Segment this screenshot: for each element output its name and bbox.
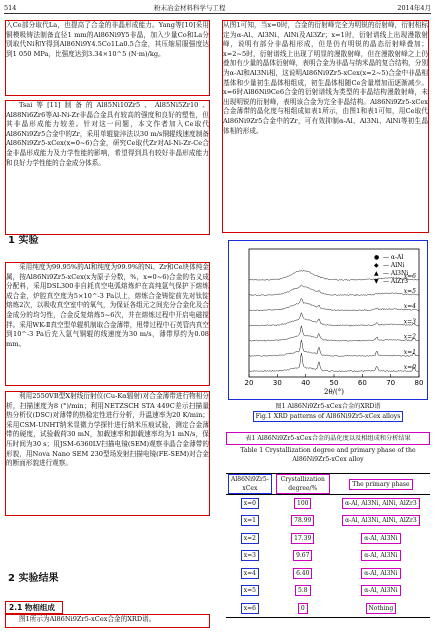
table-cell-composition: x=2 [241,533,259,544]
xrd-series-line [249,313,419,326]
xrd-series-line [249,326,419,341]
x-tick-label: 80 [414,379,424,387]
results-paragraph: 从图1可知，当x=0时，合金的衍射峰完全为明锐的衍射峰，衍射相标定为α-Al、Al3Ni、AlNi及Al3Zr；x=1时，衍射谱线上出现漫散射峰，说明有部分非晶相形成，但是仍有明锐的晶态衍射峰叠加；x=2~5时，衍射谱线上出现了明显的漫散射峰，但在漫散射峰之上仍叠加有少量的晶体衍射峰，表明合金为非晶与纳米晶的复合结构，分别为α-Al和Al3Ni相，这说明Al86Ni9Zr5-xCex(x=2~5)合金中非晶相基体和少量初生晶体相组成，初生晶体相随Ce含量增加而逐渐减少。x=6时Al86Ni9Ce6合金的衍射谱线为类型的非晶结构漫散射峰，未出现明锐的衍射峰，表明该合金为完全非晶结构。Al86Ni9Zr5-xCex合金薄带的晶化度与相组成如表1所示，由图1和表1可知，用Ce取代Al86Ni9Zr5合金中的Zr，可有效抑制α-Al、Al3Ni、AlNi等初生晶体相的形成。 [222,20,429,233]
table-row [226,512,430,530]
x-tick-label: 30 [272,379,282,387]
table-row [226,547,430,565]
legend-entry: — α-Al [383,254,404,261]
table-cell-composition: x=3 [241,550,259,561]
series-label: x=6 [403,272,416,280]
intro-paragraph-2: Tsai等[11]制备的Al85Ni10Zr5、Al85Ni5Zr10、Al88Ni6Zr6等Al-Ni-Zr非晶合金具有较高的强度和良好的塑性，但其非晶形成能力较差。针对这一问题，本文作者加入Ce取代Al86Ni9Zr5合金中的Zr，采用单辊旋淬法以30 m/s铜辊线速度制备Al86Ni9Zr5-xCex(x=0~6)合金，研究Ce取代Zr对Al-Ni-Zr-Ce合金非晶形成能力及力学性能的影响，希望得到具有较好非晶形成能力和良好力学性能的合金成分体系。 [5,100,210,235]
table-cell-composition: x=5 [241,585,259,596]
table-cell-crystallization: 100 [294,498,311,509]
legend-symbol: ● [374,254,380,261]
table-1-caption-cn: 表1 Al86Ni9Zr5-xCex合金的晶化度以及相组成和分析结果 [226,432,430,445]
series-label: x=5 [403,288,416,295]
table-cell-phase: α-Al, Al3Ni [361,533,400,544]
series-label: x=3 [403,318,416,326]
table-cell-composition: x=4 [241,568,259,579]
page-number: 514 [4,4,17,12]
intro-continuation: 入Ce部分取代La，也提高了合金的非晶形成能力。Yang等[10]采用铜模吸铸法制备直径1 mm的Al86Ni9Y5非晶，加入少量Co和La分别取代Ni和Y得到Al86Ni9Y4.5Co1La0.5合金，其压缩屈服强度达到1 050 MPa，比强度达到3.34×10^5 (N·m)/kg。 [5,20,210,96]
subsection-heading-phase: 2.1 物相组成 [5,601,63,614]
table-cell-crystallization: 78.99 [291,515,314,526]
table-cell-crystallization: 9.67 [293,550,312,561]
xrd-chart [229,241,427,399]
legend-symbol: ◆ [374,262,379,269]
table-row [226,600,430,618]
legend-symbol: ▼ [374,278,379,285]
table-row [226,530,430,548]
results-paragraph-start: 图1所示为Al86Ni9Zr5-xCex合金的XRD谱。 [5,614,210,628]
table-header-phase: The primary phase [349,479,412,490]
table-header-composition: Al86Ni9Zr5-xCex [228,474,272,494]
journal-name: 粉末冶金材料科学与工程 [154,4,226,12]
legend-entry: — AlZr3 [383,278,409,285]
experiment-paragraph-1: 采用纯度为99.95%的Al和纯度为99.9%的Ni、Zr和Ce块体纯金属，按Al86Ni9Zr5-xCex(x为原子分数，%，x=0~6)合金的名义成分配料，采用DSL300非自耗真空电弧熔炼炉在高纯氩气保护下熔炼成合金，炉腔真空度为5×10^-3 Pa以上，熔炼合金铸锭前先对钛锭熔炼2次，以吸收真空室中的氧气，为保证各组元之间充分合金化及合金成分的均匀性，合金反复熔炼5~6次，并在熔炼过程中开启电磁搅拌。采用WK-Ⅱ真空型单辊机制取合金薄带，甩带过程中石英管内真空到10^-3 Pa后充入氩气铜辊的线速度为30 m/s，薄带厚约为0.08 mm。 [5,262,210,386]
figure-1-frame [228,240,428,400]
table-cell-phase: Nothing [366,603,397,614]
legend-entry: — AlNi [383,262,405,269]
issue-date: 2014年4月 [397,4,431,12]
x-tick-label: 40 [301,379,311,387]
table-cell-crystallization: 17.39 [291,533,314,544]
table-cell-crystallization: 6.40 [293,568,312,579]
running-header [4,2,431,14]
table-cell-composition: x=1 [241,515,259,526]
table-cell-crystallization: 5.8 [295,585,311,596]
series-label: x=0 [403,364,416,371]
x-tick-label: 70 [386,379,396,387]
x-tick-label: 60 [357,379,367,387]
table-cell-composition: x=6 [241,603,259,614]
legend-symbol: ▲ [374,270,379,277]
xrd-series-line [249,298,419,310]
table-cell-phase: α-Al, Al3Ni [361,550,400,561]
table-cell-composition: x=0 [241,498,259,509]
table-1 [226,473,430,618]
table-cell-phase: α-Al, Al3Ni, AlNi, AlZr3 [342,515,420,526]
section-heading-results: 2 实验结果 [8,573,59,584]
xrd-series-line [249,285,419,296]
table-cell-phase: α-Al, Al3Ni, AlNi, AlZr3 [342,498,420,509]
figure-1-caption-cn: 图1 Al86Ni9Zr5-xCex合金的XRD谱 [275,403,381,410]
table-row [226,582,430,600]
legend-entry: — Al3Ni [383,270,409,277]
x-axis-label: 2θ/(°) [324,388,344,396]
table-header-crystallization: Crystallization degree/% [276,474,330,494]
table-cell-phase: α-Al, Al3Ni [361,568,400,579]
series-label: x=4 [403,303,416,311]
table-1-caption-en: Table 1 Crystallization degree and primary phase of the Al86Ni9Zr5-xCex alloy [240,447,416,463]
x-tick-label: 20 [244,379,254,387]
figure-1-caption [228,402,428,422]
figure-1-caption-en: Fig.1 XRD patterns of Al86Ni9Zr5-xCex alloys [253,411,404,422]
xrd-series-line [249,340,419,357]
table-cell-phase: α-Al, Al3Ni [361,585,400,596]
section-heading-experiment: 1 实验 [8,235,39,246]
table-row [226,565,430,583]
table-row [226,495,430,513]
series-label: x=1 [403,348,416,356]
x-tick-label: 50 [329,379,339,387]
experiment-paragraph-2: 利用2550VB型X射线衍射仪(Cu-Kα辐射)对合金薄带进行物相分析，扫描速度为8 (°)/min；利用NETZSCH STA 449C差示扫描量热分析仪(DSC)对薄带的热稳定性进行分析，升温速率为20 K/min；采用CSM-UNHT纳米显微力学探针进行纳米压痕试验，测定合金薄带的硬度，试验载荷30 mN，加载速率和卸载速率均为1 mN/s，保压时间为30 s；用JSM-6360LV扫描电镜(SEM)观察非晶合金薄带的形貌，用Nova Nano SEM 230型场发射扫描电镜(FE-SEM)对合金的断面形貌进行观察。 [5,391,210,516]
table-1-caption [226,432,430,465]
table-cell-crystallization: 0 [298,603,308,614]
series-label: x=2 [403,333,416,341]
